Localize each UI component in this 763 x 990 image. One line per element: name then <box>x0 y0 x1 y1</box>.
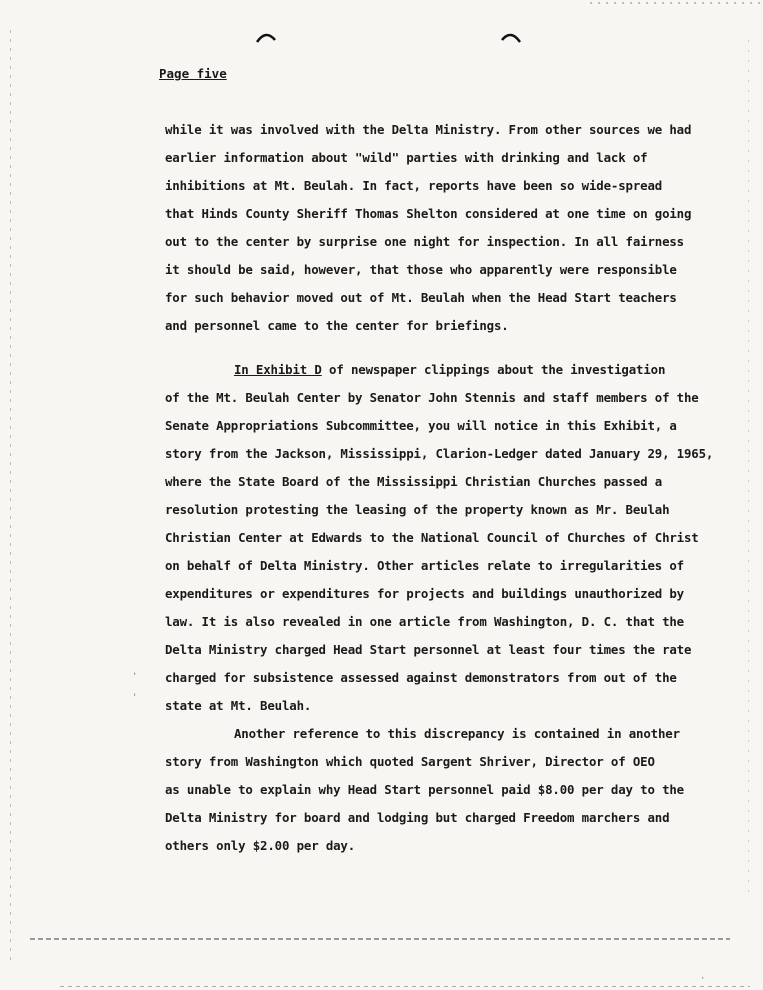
text-line: Delta Ministry for board and lodging but charged Freedom marchers and <box>165 810 670 825</box>
text-line: Another reference to this discrepancy is contained in another <box>234 726 680 741</box>
text-line: it should be said, however, that those who apparently were responsible <box>165 262 677 277</box>
text-line: on behalf of Delta Ministry. Other articles relate to irregularities of <box>165 558 684 573</box>
text-line: that Hinds County Sheriff Thomas Shelton considered at one time on going <box>165 206 692 221</box>
scan-edge-dots <box>590 2 760 4</box>
text-line: as unable to explain why Head Start personnel paid $8.00 per day to the <box>165 782 684 797</box>
scan-speck: ' <box>132 672 138 682</box>
text-line: law. It is also revealed in one article from Washington, D. C. that the <box>165 614 684 629</box>
bottom-scan-edge <box>60 986 750 987</box>
text-line: out to the center by surprise one night for inspection. In all fairness <box>165 234 684 249</box>
page-header: Page five <box>159 66 227 81</box>
text-line: and personnel came to the center for briefings. <box>165 318 509 333</box>
scan-speck: · <box>700 974 706 984</box>
text-line: expenditures or expenditures for projects and buildings unauthorized by <box>165 586 684 601</box>
scan-speck: ' <box>132 693 138 703</box>
punch-mark-left <box>256 31 276 43</box>
paragraph-3 <box>165 720 725 860</box>
text-line: for such behavior moved out of Mt. Beulah when the Head Start teachers <box>165 290 677 305</box>
text-line: earlier information about "wild" parties with drinking and lack of <box>165 150 648 165</box>
text-line: Delta Ministry charged Head Start personnel at least four times the rate <box>165 642 692 657</box>
text-line: story from Washington which quoted Sargent Shriver, Director of OEO <box>165 754 655 769</box>
scan-left-edge <box>10 30 11 960</box>
paragraph-2 <box>165 356 725 720</box>
text-line-first <box>165 356 725 384</box>
exhibit-reference: In Exhibit D <box>234 362 322 377</box>
text-line: charged for subsistence assessed against demonstrators from out of the <box>165 670 677 685</box>
text-line: resolution protesting the leasing of the property known as Mr. Beulah <box>165 502 670 517</box>
text-line: Christian Center at Edwards to the National Council of Churches of Christ <box>165 530 699 545</box>
text-line: state at Mt. Beulah. <box>165 698 312 713</box>
text-line: while it was involved with the Delta Ministry. From other sources we had <box>165 122 692 137</box>
text-line: others only $2.00 per day. <box>165 838 356 853</box>
bottom-divider <box>30 938 730 940</box>
text-fragment: of newspaper clippings about the investigation <box>321 362 666 377</box>
paragraph-1 <box>165 116 725 340</box>
text-line: of the Mt. Beulah Center by Senator John Stennis and staff members of the <box>165 390 699 405</box>
text-line: where the State Board of the Mississippi Christian Churches passed a <box>165 474 663 489</box>
text-line: Senate Appropriations Subcommittee, you will notice in this Exhibit, a <box>165 418 677 433</box>
text-line: inhibitions at Mt. Beulah. In fact, reports have been so wide-spread <box>165 178 663 193</box>
scan-right-edge <box>748 40 749 900</box>
punch-mark-right <box>501 31 521 43</box>
text-line: story from the Jackson, Mississippi, Clarion-Ledger dated January 29, 1965, <box>165 446 714 461</box>
